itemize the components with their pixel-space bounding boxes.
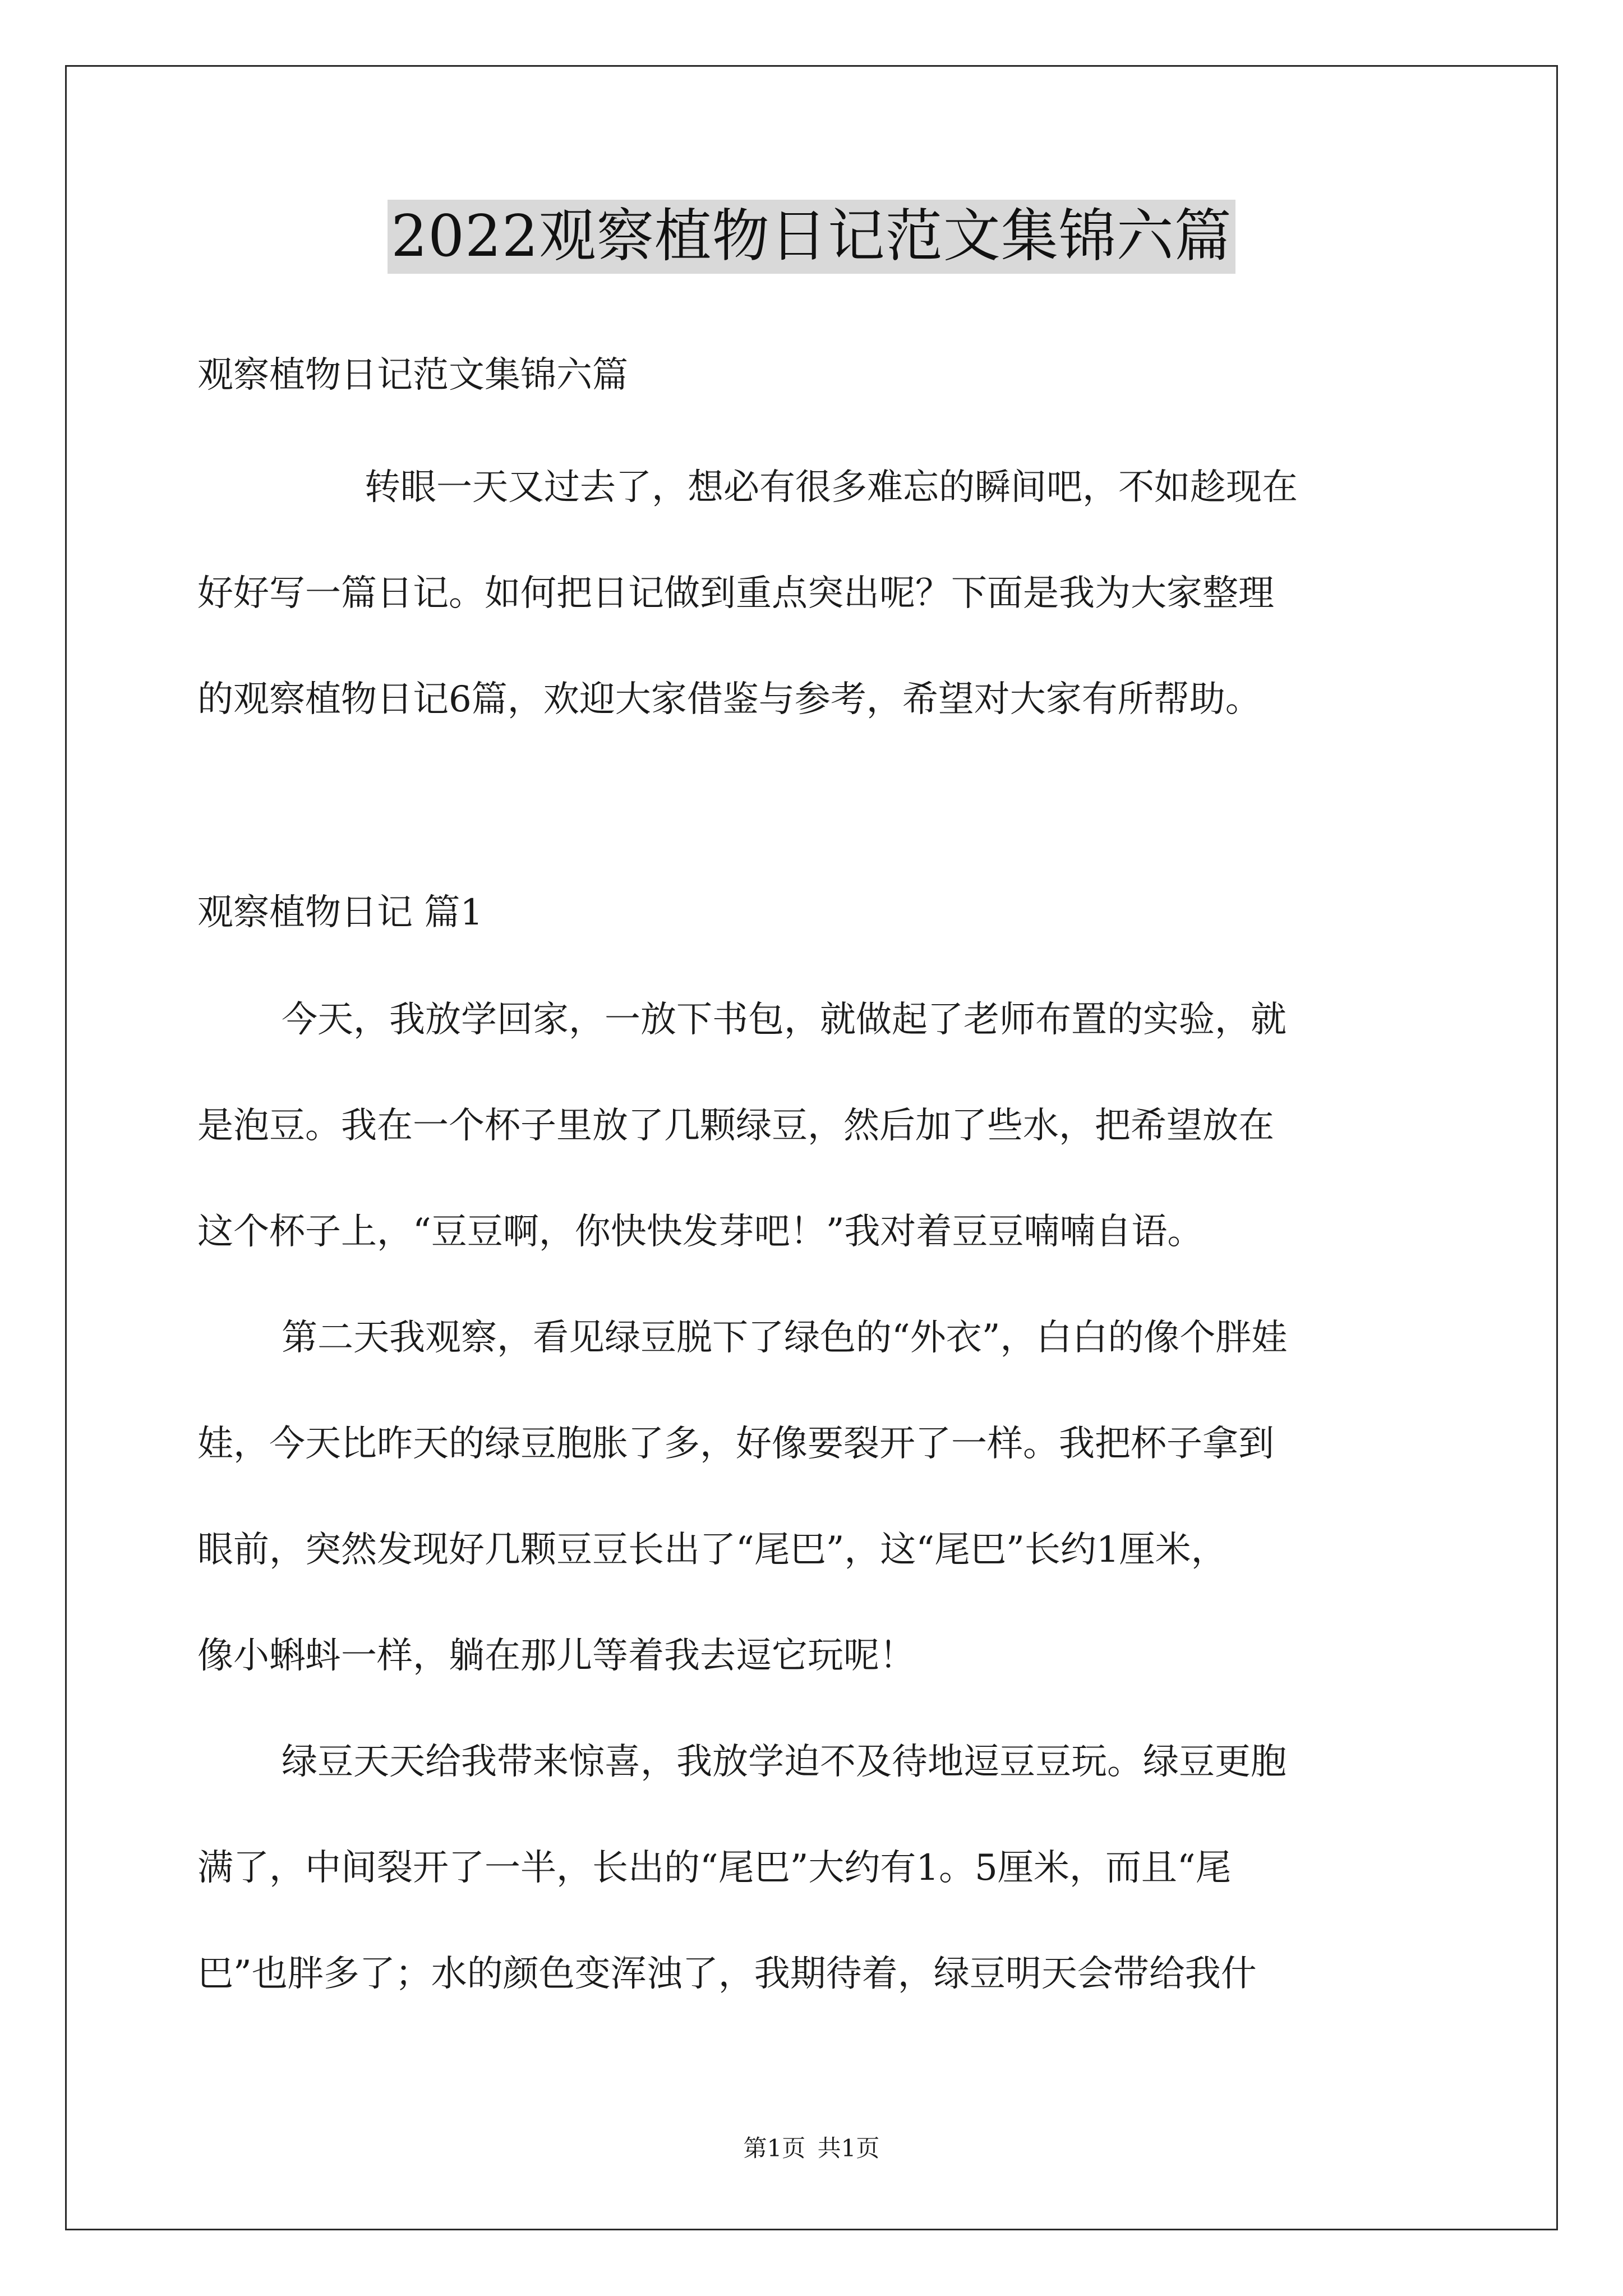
paragraph-line: 第二天我观察，看见绿豆脱下了绿色的“外衣”，白白的像个胖娃 (282, 1317, 1288, 1359)
intro-line-3: 的观察植物日记6篇，欢迎大家借鉴与参考，希望对大家有所帮助。 (197, 679, 1261, 720)
paragraph-line: 眼前，突然发现好几颗豆豆长出了“尾巴”，这“尾巴”长约1厘米， (197, 1529, 1227, 1571)
intro-line-2: 好好写一篇日记。如何把日记做到重点突出呢？下面是我为大家整理 (197, 573, 1274, 614)
paragraph-line: 娃，今天比昨天的绿豆胞胀了多，好像要裂开了一样。我把杯子拿到 (197, 1423, 1274, 1465)
paragraph-line: 绿豆天天给我带来惊喜，我放学迫不及待地逗豆豆玩。绿豆更胞 (282, 1741, 1287, 1783)
title-area (0, 200, 1623, 274)
paragraph-line: 巴”也胖多了；水的颜色变浑浊了，我期待着，绿豆明天会带给我什 (197, 1953, 1257, 1995)
page-number: 第1页 (743, 2134, 806, 2162)
page-total: 共1页 (817, 2134, 880, 2162)
paragraph-line: 像小蝌蚪一样，躺在那儿等着我去逗它玩呢！ (197, 1635, 915, 1677)
intro-subtitle: 观察植物日记范文集锦六篇 (197, 355, 628, 396)
paragraph-line: 满了，中间裂开了一半，长出的“尾巴”大约有1。5厘米，而且“尾 (197, 1847, 1232, 1889)
page-footer (0, 2132, 1623, 2165)
document-title: 2022观察植物日记范文集锦六篇 (388, 200, 1235, 274)
paragraph-line: 今天，我放学回家，一放下书包，就做起了老师布置的实验，就 (282, 999, 1287, 1041)
paragraph-line: 是泡豆。我在一个杯子里放了几颗绿豆，然后加了些水，把希望放在 (197, 1105, 1274, 1147)
intro-line-1: 转眼一天又过去了，想必有很多难忘的瞬间吧，不如趁现在 (365, 467, 1298, 508)
paragraph-line: 这个杯子上，“豆豆啊，你快快发芽吧！”我对着豆豆喃喃自语。 (197, 1211, 1204, 1253)
section-heading: 观察植物日记 篇1 (197, 892, 483, 933)
